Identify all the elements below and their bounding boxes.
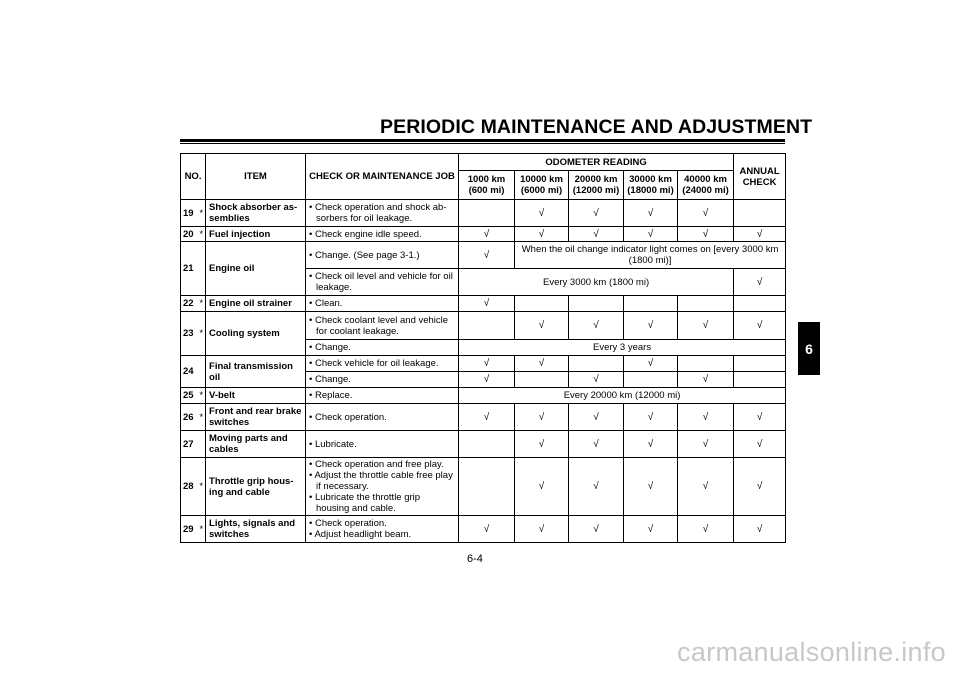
check-cell: √ [459, 227, 515, 242]
job-description: • Replace. [306, 388, 459, 404]
table-header-row [181, 154, 786, 171]
row-number: 21 [181, 242, 198, 296]
table-row [181, 200, 786, 227]
title-rule-thin [180, 143, 785, 144]
table-row [181, 227, 786, 242]
check-cell: √ [459, 242, 515, 269]
page-title: PERIODIC MAINTENANCE AND ADJUSTMENT [380, 116, 813, 138]
check-cell: √ [678, 227, 734, 242]
check-cell [459, 458, 515, 516]
check-cell: √ [734, 227, 786, 242]
check-cell: √ [569, 200, 624, 227]
table-row [181, 431, 786, 458]
job-description: • Check coolant level and vehicle for coolant leakage. [306, 312, 459, 340]
check-cell [459, 431, 515, 458]
star-mark: * [198, 312, 206, 356]
job-description: • Check oil level and vehicle for oil leakage. [306, 269, 459, 296]
row-number: 20 [181, 227, 198, 242]
table-row [181, 312, 786, 340]
job-description: • Check engine idle speed. [306, 227, 459, 242]
star-mark: * [198, 458, 206, 516]
check-cell: √ [678, 372, 734, 388]
row-number: 24 [181, 356, 198, 388]
check-cell: √ [515, 227, 569, 242]
star-mark-empty [198, 242, 206, 296]
interval-note: Every 20000 km (12000 mi) [459, 388, 786, 404]
check-cell: √ [569, 404, 624, 431]
check-cell: √ [678, 312, 734, 340]
check-cell: √ [569, 458, 624, 516]
check-cell: √ [734, 458, 786, 516]
check-cell [678, 296, 734, 312]
check-cell: √ [624, 458, 678, 516]
check-cell: √ [515, 312, 569, 340]
check-cell: √ [569, 372, 624, 388]
job-description: • Check operation. • Adjust headlight beam. [306, 516, 459, 543]
table-row [181, 404, 786, 431]
item-name: Engine oil strainer [206, 296, 306, 312]
title-rule [180, 139, 785, 142]
header-no: NO. [181, 154, 206, 200]
check-cell: √ [459, 516, 515, 543]
check-cell: √ [459, 404, 515, 431]
check-cell: √ [624, 404, 678, 431]
header-annual: ANNUAL CHECK [734, 154, 786, 200]
item-name: V-belt [206, 388, 306, 404]
watermark: carmanualsonline.info [677, 637, 946, 667]
check-cell: √ [459, 356, 515, 372]
check-cell [459, 200, 515, 227]
maintenance-table [180, 153, 786, 543]
item-name: Engine oil [206, 242, 306, 296]
star-mark: * [198, 200, 206, 227]
chapter-tab: 6 [798, 322, 820, 375]
check-cell: √ [515, 431, 569, 458]
check-cell [734, 296, 786, 312]
item-name: Final transmission oil [206, 356, 306, 388]
table-row [181, 516, 786, 543]
item-name: Front and rear brake switches [206, 404, 306, 431]
job-description: • Change. (See page 3-1.) [306, 242, 459, 269]
check-cell: √ [515, 516, 569, 543]
star-mark: * [198, 227, 206, 242]
job-description: • Check operation and free play. • Adjust the throttle cable free play if necessary. • Lubricate the throttle grip housing and cable. [306, 458, 459, 516]
check-cell: √ [515, 200, 569, 227]
job-description: • Lubricate. [306, 431, 459, 458]
check-cell [569, 296, 624, 312]
check-cell: √ [678, 516, 734, 543]
check-cell: √ [515, 404, 569, 431]
row-number: 26 [181, 404, 198, 431]
check-cell: √ [515, 458, 569, 516]
item-name: Moving parts and cables [206, 431, 306, 458]
check-cell: √ [678, 431, 734, 458]
check-cell: √ [734, 431, 786, 458]
check-cell: √ [734, 516, 786, 543]
check-cell [459, 312, 515, 340]
check-cell [624, 296, 678, 312]
star-mark-empty [198, 431, 206, 458]
check-cell [624, 372, 678, 388]
table-row [181, 356, 786, 372]
row-number: 25 [181, 388, 198, 404]
row-number: 29 [181, 516, 198, 543]
check-cell: √ [678, 458, 734, 516]
header-item: ITEM [206, 154, 306, 200]
check-cell: √ [569, 516, 624, 543]
check-cell: √ [624, 516, 678, 543]
job-description: • Check operation and shock ab-sorbers for oil leakage. [306, 200, 459, 227]
check-cell: √ [678, 404, 734, 431]
table-row [181, 242, 786, 269]
item-name: Shock absorber as-semblies [206, 200, 306, 227]
header-odometer: ODOMETER READING [459, 154, 734, 171]
check-cell [734, 372, 786, 388]
check-cell: √ [459, 296, 515, 312]
check-cell: √ [624, 312, 678, 340]
check-cell: √ [734, 269, 786, 296]
check-cell: √ [734, 404, 786, 431]
star-mark: * [198, 516, 206, 543]
row-number: 28 [181, 458, 198, 516]
check-cell: √ [624, 431, 678, 458]
row-number: 23 [181, 312, 198, 356]
star-mark: * [198, 404, 206, 431]
check-cell: √ [624, 200, 678, 227]
interval-note: Every 3 years [459, 340, 786, 356]
interval-note: Every 3000 km (1800 mi) [459, 269, 734, 296]
item-name: Lights, signals and switches [206, 516, 306, 543]
item-name: Cooling system [206, 312, 306, 356]
page-number: 6-4 [467, 553, 483, 565]
job-description: • Check operation. [306, 404, 459, 431]
table-row [181, 458, 786, 516]
job-description: • Check vehicle for oil leakage. [306, 356, 459, 372]
interval-note: When the oil change indicator light comes on [every 3000 km (1800 mi)] [515, 242, 786, 269]
header-odo-4: 30000 km (18000 mi) [624, 171, 678, 200]
check-cell: √ [459, 372, 515, 388]
star-mark-empty [198, 356, 206, 388]
check-cell [678, 356, 734, 372]
row-number: 19 [181, 200, 198, 227]
table-row [181, 388, 786, 404]
check-cell: √ [624, 356, 678, 372]
job-description: • Change. [306, 340, 459, 356]
header-odo-3: 20000 km (12000 mi) [569, 171, 624, 200]
star-mark: * [198, 388, 206, 404]
header-odo-1: 1000 km (600 mi) [459, 171, 515, 200]
row-number: 27 [181, 431, 198, 458]
header-odo-5: 40000 km (24000 mi) [678, 171, 734, 200]
check-cell: √ [515, 356, 569, 372]
item-name: Throttle grip hous-ing and cable [206, 458, 306, 516]
check-cell: √ [569, 431, 624, 458]
check-cell [569, 356, 624, 372]
check-cell [734, 200, 786, 227]
job-description: • Clean. [306, 296, 459, 312]
check-cell: √ [734, 312, 786, 340]
job-description: • Change. [306, 372, 459, 388]
header-job: CHECK OR MAINTENANCE JOB [306, 154, 459, 200]
row-number: 22 [181, 296, 198, 312]
item-name: Fuel injection [206, 227, 306, 242]
check-cell: √ [569, 227, 624, 242]
table-row [181, 296, 786, 312]
check-cell: √ [678, 200, 734, 227]
check-cell: √ [569, 312, 624, 340]
check-cell [515, 296, 569, 312]
star-mark: * [198, 296, 206, 312]
check-cell: √ [624, 227, 678, 242]
header-odo-2: 10000 km (6000 mi) [515, 171, 569, 200]
check-cell [515, 372, 569, 388]
check-cell [734, 356, 786, 372]
